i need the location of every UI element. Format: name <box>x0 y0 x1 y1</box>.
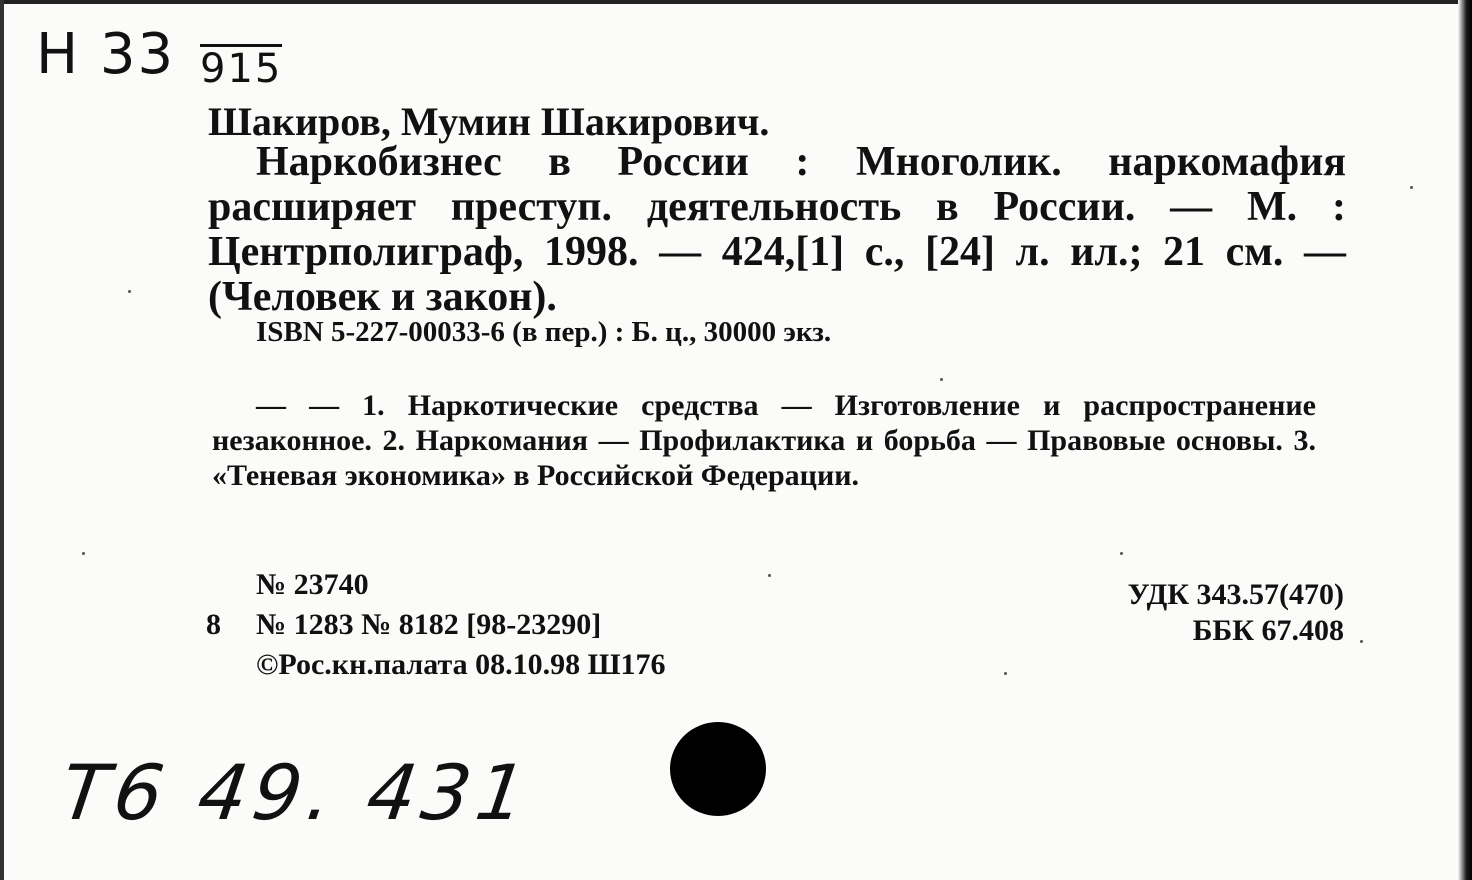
call-number-code: 915 <box>200 46 283 92</box>
speck <box>1410 186 1413 189</box>
isbn-line: ISBN 5-227-00033-6 (в пер.) : Б. ц., 30000 экз. <box>256 316 832 348</box>
speck <box>1120 552 1123 555</box>
speck <box>940 378 943 381</box>
speck <box>82 552 85 555</box>
author-heading: Шакиров, Мумин Шакирович. <box>208 99 770 144</box>
card-top-edge <box>0 0 1472 4</box>
speck <box>768 574 771 577</box>
bibliographic-description: Наркобизнес в России : Многолик. наркомафия расширяет преступ. деятельность в России. — М. : Центрполиграф, 1998. — 424,[1] с., [24] л. ил.; 21 см. — (Человек и закон). <box>208 139 1346 320</box>
registration-prefix: 8 <box>206 608 221 641</box>
speck <box>128 290 131 293</box>
registration-number: № 23740 <box>256 568 369 601</box>
inventory-number: Т6 49. 431 <box>55 748 538 837</box>
speck <box>1004 672 1007 675</box>
punch-hole <box>670 722 766 816</box>
subject-headings: — — 1. Наркотические средства — Изготовление и распространение незаконное. 2. Наркомания — Профилактика и борьба — Правовые основы. 3. «Теневая экономика» в Российской Федерации. <box>212 389 1316 492</box>
card-left-edge <box>0 0 4 880</box>
book-chamber-line: ©Рос.кн.палата 08.10.98 Ш176 <box>256 648 666 681</box>
udk-code: УДК 343.57(470) <box>1127 578 1344 611</box>
registration-numbers: № 1283 № 8182 [98-23290] <box>256 608 602 641</box>
speck <box>1360 640 1363 643</box>
call-number-letter: Н 33 <box>36 22 176 87</box>
bbk-code: ББК 67.408 <box>1192 614 1344 647</box>
card-right-edge <box>1458 0 1472 880</box>
